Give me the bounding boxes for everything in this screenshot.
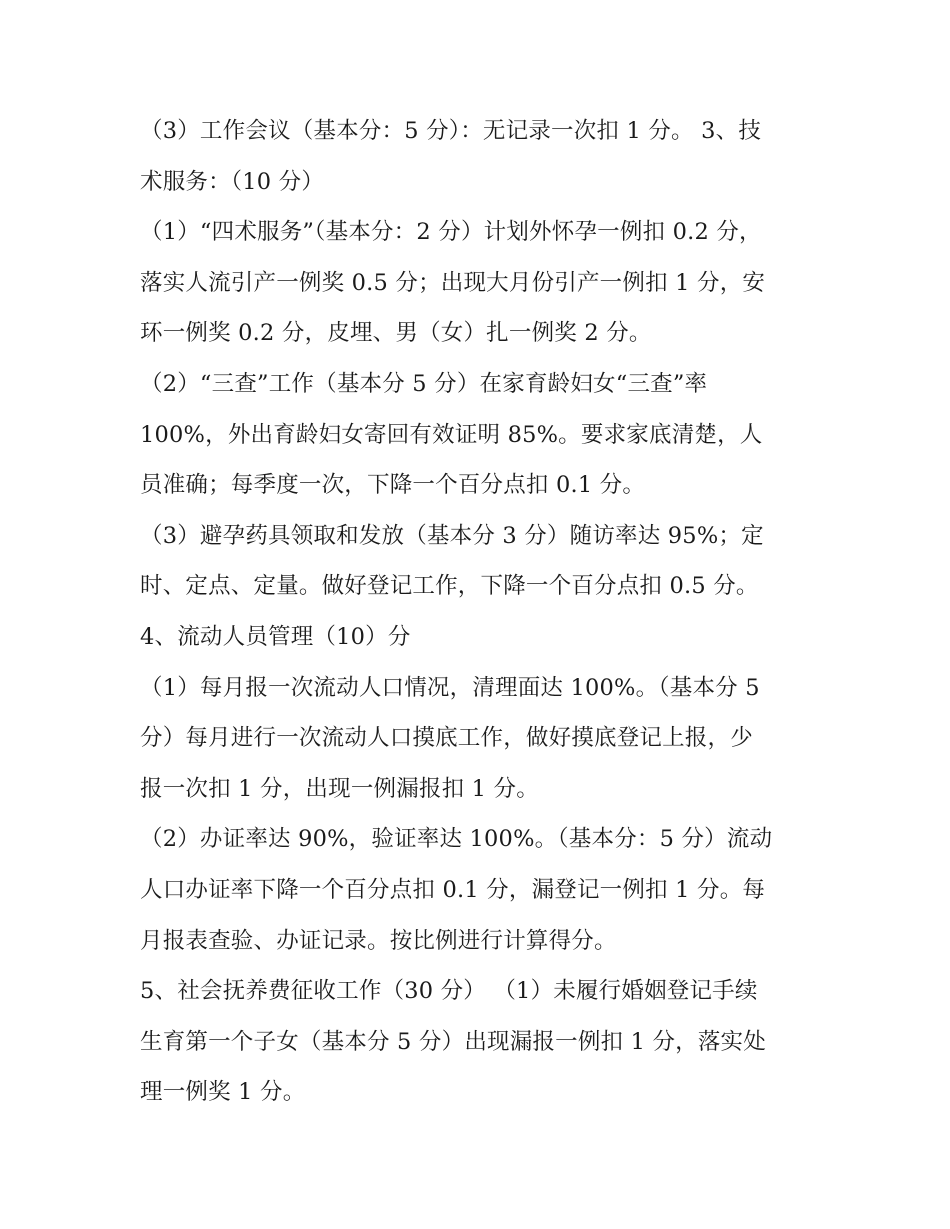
section-heading: 5、社会抚养费征收工作（30 分） （1）未履行婚姻登记手续 <box>140 978 758 1005</box>
text-line: 人口办证率下降一个百分点扣 0.1 分，漏登记一例扣 1 分。每 <box>140 876 766 903</box>
text-line: （3）避孕药具领取和发放（基本分 3 分）随访率达 95%；定 <box>140 522 764 549</box>
text-line: 环一例奖 0.2 分，皮埋、男（女）扎一例奖 2 分。 <box>140 320 652 347</box>
section-heading: 4、流动人员管理（10）分 <box>140 623 411 650</box>
text-line: 月报表查验、办证记录。按比例进行计算得分。 <box>140 927 617 954</box>
text-line: （1）每月报一次流动人口情况，清理面达 100%。（基本分 5 <box>140 674 760 701</box>
document-body <box>140 106 820 1118</box>
text-line: 报一次扣 1 分，出现一例漏报扣 1 分。 <box>140 775 539 802</box>
text-line: 理一例奖 1 分。 <box>140 1079 306 1106</box>
text-line: 100%，外出育龄妇女寄回有效证明 85%。要求家底清楚，人 <box>140 421 763 448</box>
text-line: 生育第一个子女（基本分 5 分）出现漏报一例扣 1 分，落实处 <box>140 1028 766 1055</box>
text-line: 员准确；每季度一次，下降一个百分点扣 0.1 分。 <box>140 472 646 499</box>
text-line: （3）工作会议（基本分：5 分）：无记录一次扣 1 分。 3、技 <box>140 118 762 144</box>
text-line: 落实人流引产一例奖 0.5 分；出现大月份引产一例扣 1 分，安 <box>140 269 766 296</box>
text-line: （2）办证率达 90%，验证率达 100%。（基本分：5 分）流动 <box>140 826 773 853</box>
text-line: 时、定点、定量。做好登记工作，下降一个百分点扣 0.5 分。 <box>140 573 759 600</box>
text-line: 分）每月进行一次流动人口摸底工作，做好摸底登记上报，少 <box>140 725 753 752</box>
text-line: 术服务：（10 分） <box>140 168 325 195</box>
text-line: （2）“三查”工作（基本分 5 分）在家育龄妇女“三查”率 <box>140 370 708 397</box>
text-line: （1）“四术服务”（基本分：2 分）计划外怀孕一例扣 0.2 分， <box>140 219 762 246</box>
